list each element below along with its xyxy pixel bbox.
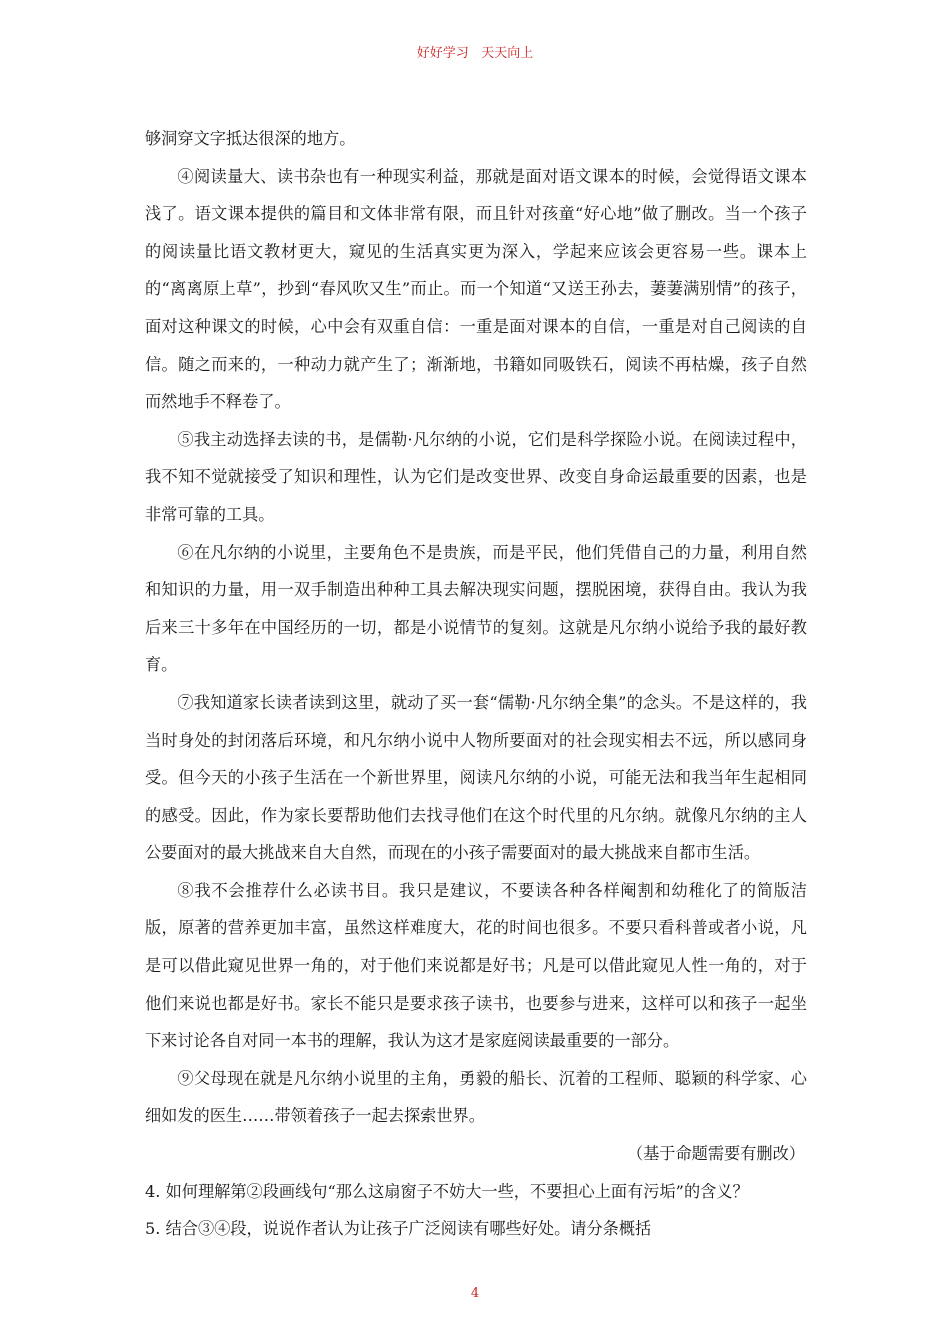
paragraph-8: ⑧我不会推荐什么必读书目。我只是建议，不要读各种各样阉割和幼稚化了的简版洁版，原著的营养更加丰富，虽然这样难度大，花的时间也很多。不要只看科普或者小说，凡是可以借此窥见世界一角的，对于他们来说都是好书；凡是可以借此窥见人性一角的，对于他们来说也都是好书。家长不能只是要求孩子读书，也要参与进来，这样可以和孩子一起坐下来讨论各自对同一本书的理解，我认为这才是家庭阅读最重要的一部分。 <box>145 880 807 1051</box>
paragraph-5: ⑤我主动选择去读的书，是儒勒·凡尔纳的小说，它们是科学探险小说。在阅读过程中，我不知不觉就接受了知识和理性，认为它们是改变世界、改变自身命运最重要的因素，也是非常可靠的工具。 <box>145 429 807 524</box>
paragraph-4: ④阅读量大、读书杂也有一种现实利益，那就是面对语文课本的时候，会觉得语文课本浅了。语文课本提供的篇目和文体非常有限，而且针对孩童“好心地”做了删改。当一个孩子的阅读量比语文教材更大，窥见的生活真实更为深入，学起来应该会更容易一些。课本上的“离离原上草”，抄到“春风吹又生”而止。而一个知道“又送王孙去，萋萋满别情”的孩子，面对这种课文的时候，心中会有双重自信：一重是面对课本的自信，一重是对自己阅读的自信。随之而来的，一种动力就产生了；渐渐地，书籍如同吸铁石，阅读不再枯燥，孩子自然而然地手不释卷了。 <box>145 166 807 412</box>
paragraph-7: ⑦我知道家长读者读到这里，就动了买一套“儒勒·凡尔纳全集”的念头。不是这样的，我当时身处的封闭落后环境，和凡尔纳小说中人物所要面对的社会现实相去不远，所以感同身受。但今天的小孩子生活在一个新世界里，阅读凡尔纳的小说，可能无法和我当年生起相同的感受。因此，作为家长要帮助他们去找寻他们在这个时代里的凡尔纳。就像凡尔纳的主人公要面对的最大挑战来自大自然，而现在的小孩子需要面对的最大挑战来自都市生活。 <box>145 692 807 863</box>
page-number: 4 <box>470 1286 480 1301</box>
source-note: （基于命题需要有删改） <box>626 1144 805 1164</box>
page-header: 好好学习 天天向上 <box>416 46 534 61</box>
paragraph-9: ⑨父母现在就是凡尔纳小说里的主角，勇毅的船长、沉着的工程师、聪颖的科学家、心细如发的医生……带领着孩子一起去探索世界。 <box>145 1068 807 1126</box>
document-body <box>145 120 807 1248</box>
continuation-paragraph: 够洞穿文字抵达很深的地方。 <box>145 129 356 148</box>
question-5: 5. 结合③④段，说说作者认为让孩子广泛阅读有哪些好处。请分条概括 <box>145 1219 652 1239</box>
question-4: 4. 如何理解第②段画线句“那么这扇窗子不妨大一些，不要担心上面有污垢”的含义？ <box>145 1181 749 1201</box>
paragraph-6: ⑥在凡尔纳的小说里，主要角色不是贵族，而是平民，他们凭借自己的力量，利用自然和知识的力量，用一双手制造出种种工具去解决现实问题，摆脱困境，获得自由。我认为我后来三十多年在中国经历的一切，都是小说情节的复刻。这就是凡尔纳小说给予我的最好教育。 <box>145 542 807 675</box>
